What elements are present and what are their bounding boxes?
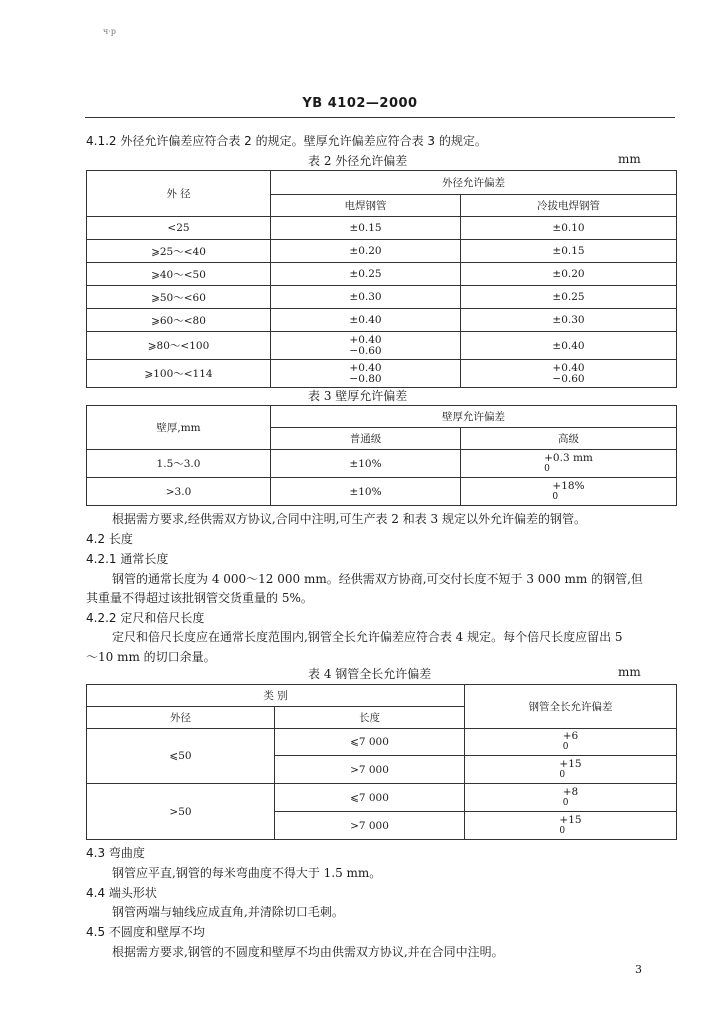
table4-cell-tolerance <box>465 784 677 812</box>
table4-cell-outer: ⩽50 <box>87 729 275 784</box>
table2-cell-a <box>271 263 461 286</box>
para-4-2-1-line2: 其重量不得超过该批钢管交货重量的 5%。 <box>86 591 313 605</box>
table2-cell-b <box>461 286 677 309</box>
table4-header-length: 长度 <box>275 707 465 729</box>
table-row <box>87 332 677 360</box>
para-4-5: 根据需方要求,钢管的不圆度和壁厚不均由供需双方协议,并在合同中注明。 <box>112 945 504 959</box>
table2-cell-a <box>271 240 461 263</box>
table-row <box>87 360 677 388</box>
table3 <box>86 405 677 506</box>
table2-header-group: 外径允许偏差 <box>271 171 677 195</box>
table3-cell-wall: >3.0 <box>87 478 271 506</box>
table3-cell-b <box>461 478 677 506</box>
table3-header-wall: 壁厚,mm <box>87 406 271 450</box>
table2-value: ±0.30 <box>349 291 382 303</box>
table-row <box>87 729 677 756</box>
table2-cell-b <box>461 309 677 332</box>
table3-caption: 表 3 壁厚允许偏差 <box>308 389 408 403</box>
table2-value: ±0.40 <box>349 314 382 326</box>
table4-value-lower: 0 <box>559 769 566 780</box>
table2-cell-diameter: ⩾40～<50 <box>87 263 271 286</box>
table2-cell-diameter: ⩾25～<40 <box>87 240 271 263</box>
table3-header-group: 壁厚允许偏差 <box>271 406 677 428</box>
table3-value-lower: 0 <box>544 463 550 474</box>
standard-code: YB 4102—2000 <box>302 96 418 111</box>
table2-cell-a <box>271 309 461 332</box>
table2-cell-b <box>461 263 677 286</box>
section-4-4: 4.4 端头形状 <box>86 886 157 900</box>
table2-cell-a <box>271 286 461 309</box>
table2-value: ±0.30 <box>552 314 585 326</box>
table3-cell-b <box>461 450 677 478</box>
table4-cell-length: >7 000 <box>275 756 465 784</box>
para-4-2-2-line1: 定尺和倍尺长度应在通常长度范围内,钢管全长允许偏差应符合表 4 规定。每个倍尺长度应留出 5 <box>112 630 623 644</box>
table2-value: ±0.20 <box>552 268 585 280</box>
para-4-3: 钢管应平直,钢管的每米弯曲度不得大于 1.5 mm。 <box>112 866 382 880</box>
table2-cell-diameter: <25 <box>87 217 271 240</box>
table4-unit: mm <box>618 665 641 679</box>
header-rule <box>85 117 675 118</box>
table4-cell-tolerance <box>465 756 677 784</box>
table4-cell-outer: >50 <box>87 784 275 840</box>
table2-value-upper: +0.40 <box>552 361 585 374</box>
para-4-4: 钢管两端与轴线应成直角,并清除切口毛刺。 <box>112 905 344 919</box>
table2-value: ±0.20 <box>349 245 382 257</box>
section-4-2-2: 4.2.2 定尺和倍尺长度 <box>86 611 205 625</box>
table2-value: ±0.40 <box>552 339 585 352</box>
table2-header-a: 电焊钢管 <box>271 195 461 217</box>
para-4-2-2-line2: ～10 mm 的切口余量。 <box>86 650 216 664</box>
table2-value: ±0.15 <box>349 222 382 234</box>
section-4-3: 4.3 弯曲度 <box>86 846 145 860</box>
table2-unit: mm <box>618 152 641 166</box>
table3-header-b: 高级 <box>461 428 677 450</box>
para-4-1-2: 4.1.2 外径允许偏差应符合表 2 的规定。壁厚允许偏差应符合表 3 的规定。 <box>86 134 487 148</box>
section-4-5: 4.5 不圆度和壁厚不均 <box>86 925 205 939</box>
table-row <box>87 309 677 332</box>
table2-value-upper: +0.40 <box>349 361 382 374</box>
table3-cell-a: ±10% <box>271 450 461 478</box>
table2-value-lower: −0.60 <box>349 344 382 357</box>
para-4-2-1-line1: 钢管的通常长度为 4 000～12 000 mm。经供需双方协商,可交付长度不短于 3 000 mm 的钢管,但 <box>112 572 643 586</box>
scan-speck: ч·р <box>103 27 116 36</box>
table2-header-b: 冷拔电焊钢管 <box>461 195 677 217</box>
table2-cell-b <box>461 360 677 388</box>
table2-caption: 表 2 外径允许偏差 <box>308 154 408 168</box>
table2-cell-a <box>271 332 461 360</box>
table3-cell-a: ±10% <box>271 478 461 506</box>
table4-value-lower: 0 <box>562 742 569 752</box>
table2-cell-a <box>271 360 461 388</box>
page-header <box>0 96 720 111</box>
table4-header-outer: 外径 <box>87 707 275 729</box>
table2 <box>86 170 677 388</box>
table2-cell-b <box>461 240 677 263</box>
table4-value-upper: +15 <box>559 813 582 826</box>
table2-cell-a <box>271 217 461 240</box>
table2-value-lower: −0.60 <box>552 372 585 385</box>
table2-cell-b <box>461 332 677 360</box>
table4-cell-length: >7 000 <box>275 812 465 840</box>
table4-value-upper: +15 <box>559 757 582 770</box>
para-basis: 根据需方要求,经供需双方协议,合同中注明,可生产表 2 和表 3 规定以外允许偏差的钢管。 <box>112 512 586 526</box>
section-4-2-1: 4.2.1 通常长度 <box>86 552 169 566</box>
table2-cell-b <box>461 217 677 240</box>
table4-cell-tolerance <box>465 729 677 756</box>
table4-cell-tolerance <box>465 812 677 840</box>
table4-value-lower: 0 <box>559 825 566 836</box>
table4-value-upper: +6 <box>562 730 579 742</box>
table4-header-group: 类 别 <box>87 685 465 707</box>
table-row <box>87 240 677 263</box>
table4-caption: 表 4 钢管全长允许偏差 <box>308 667 432 681</box>
table4 <box>86 684 677 840</box>
table2-cell-diameter: ⩾50～<60 <box>87 286 271 309</box>
table2-value: ±0.25 <box>349 268 382 280</box>
table3-value-upper: +18% <box>552 479 585 492</box>
page-number: 3 <box>635 963 642 976</box>
table-row <box>87 286 677 309</box>
table4-cell-length: ⩽7 000 <box>275 729 465 756</box>
table3-header-a: 普通级 <box>271 428 461 450</box>
table2-value-upper: +0.40 <box>349 333 382 346</box>
table-row <box>87 784 677 812</box>
table4-cell-length: ⩽7 000 <box>275 784 465 812</box>
table4-value-upper: +8 <box>562 785 579 798</box>
table4-header-tolerance: 钢管全长允许偏差 <box>465 685 677 729</box>
table2-value: ±0.25 <box>552 291 585 303</box>
table-row <box>87 217 677 240</box>
table-row <box>87 263 677 286</box>
table3-value-upper: +0.3 mm <box>544 451 593 464</box>
table2-value: ±0.15 <box>552 245 585 257</box>
table2-cell-diameter: ⩾80～<100 <box>87 332 271 360</box>
table-row <box>87 478 677 506</box>
table3-value-lower: 0 <box>552 491 559 502</box>
table4-value-lower: 0 <box>562 797 569 808</box>
table2-cell-diameter: ⩾100～<114 <box>87 360 271 388</box>
table2-value-lower: −0.80 <box>349 372 382 385</box>
section-4-2: 4.2 长度 <box>86 532 133 546</box>
table2-value: ±0.10 <box>552 222 585 234</box>
table2-header-outer: 外 径 <box>87 171 271 217</box>
table2-cell-diameter: ⩾60～<80 <box>87 309 271 332</box>
table3-cell-wall: 1.5～3.0 <box>87 450 271 478</box>
table-row <box>87 450 677 478</box>
